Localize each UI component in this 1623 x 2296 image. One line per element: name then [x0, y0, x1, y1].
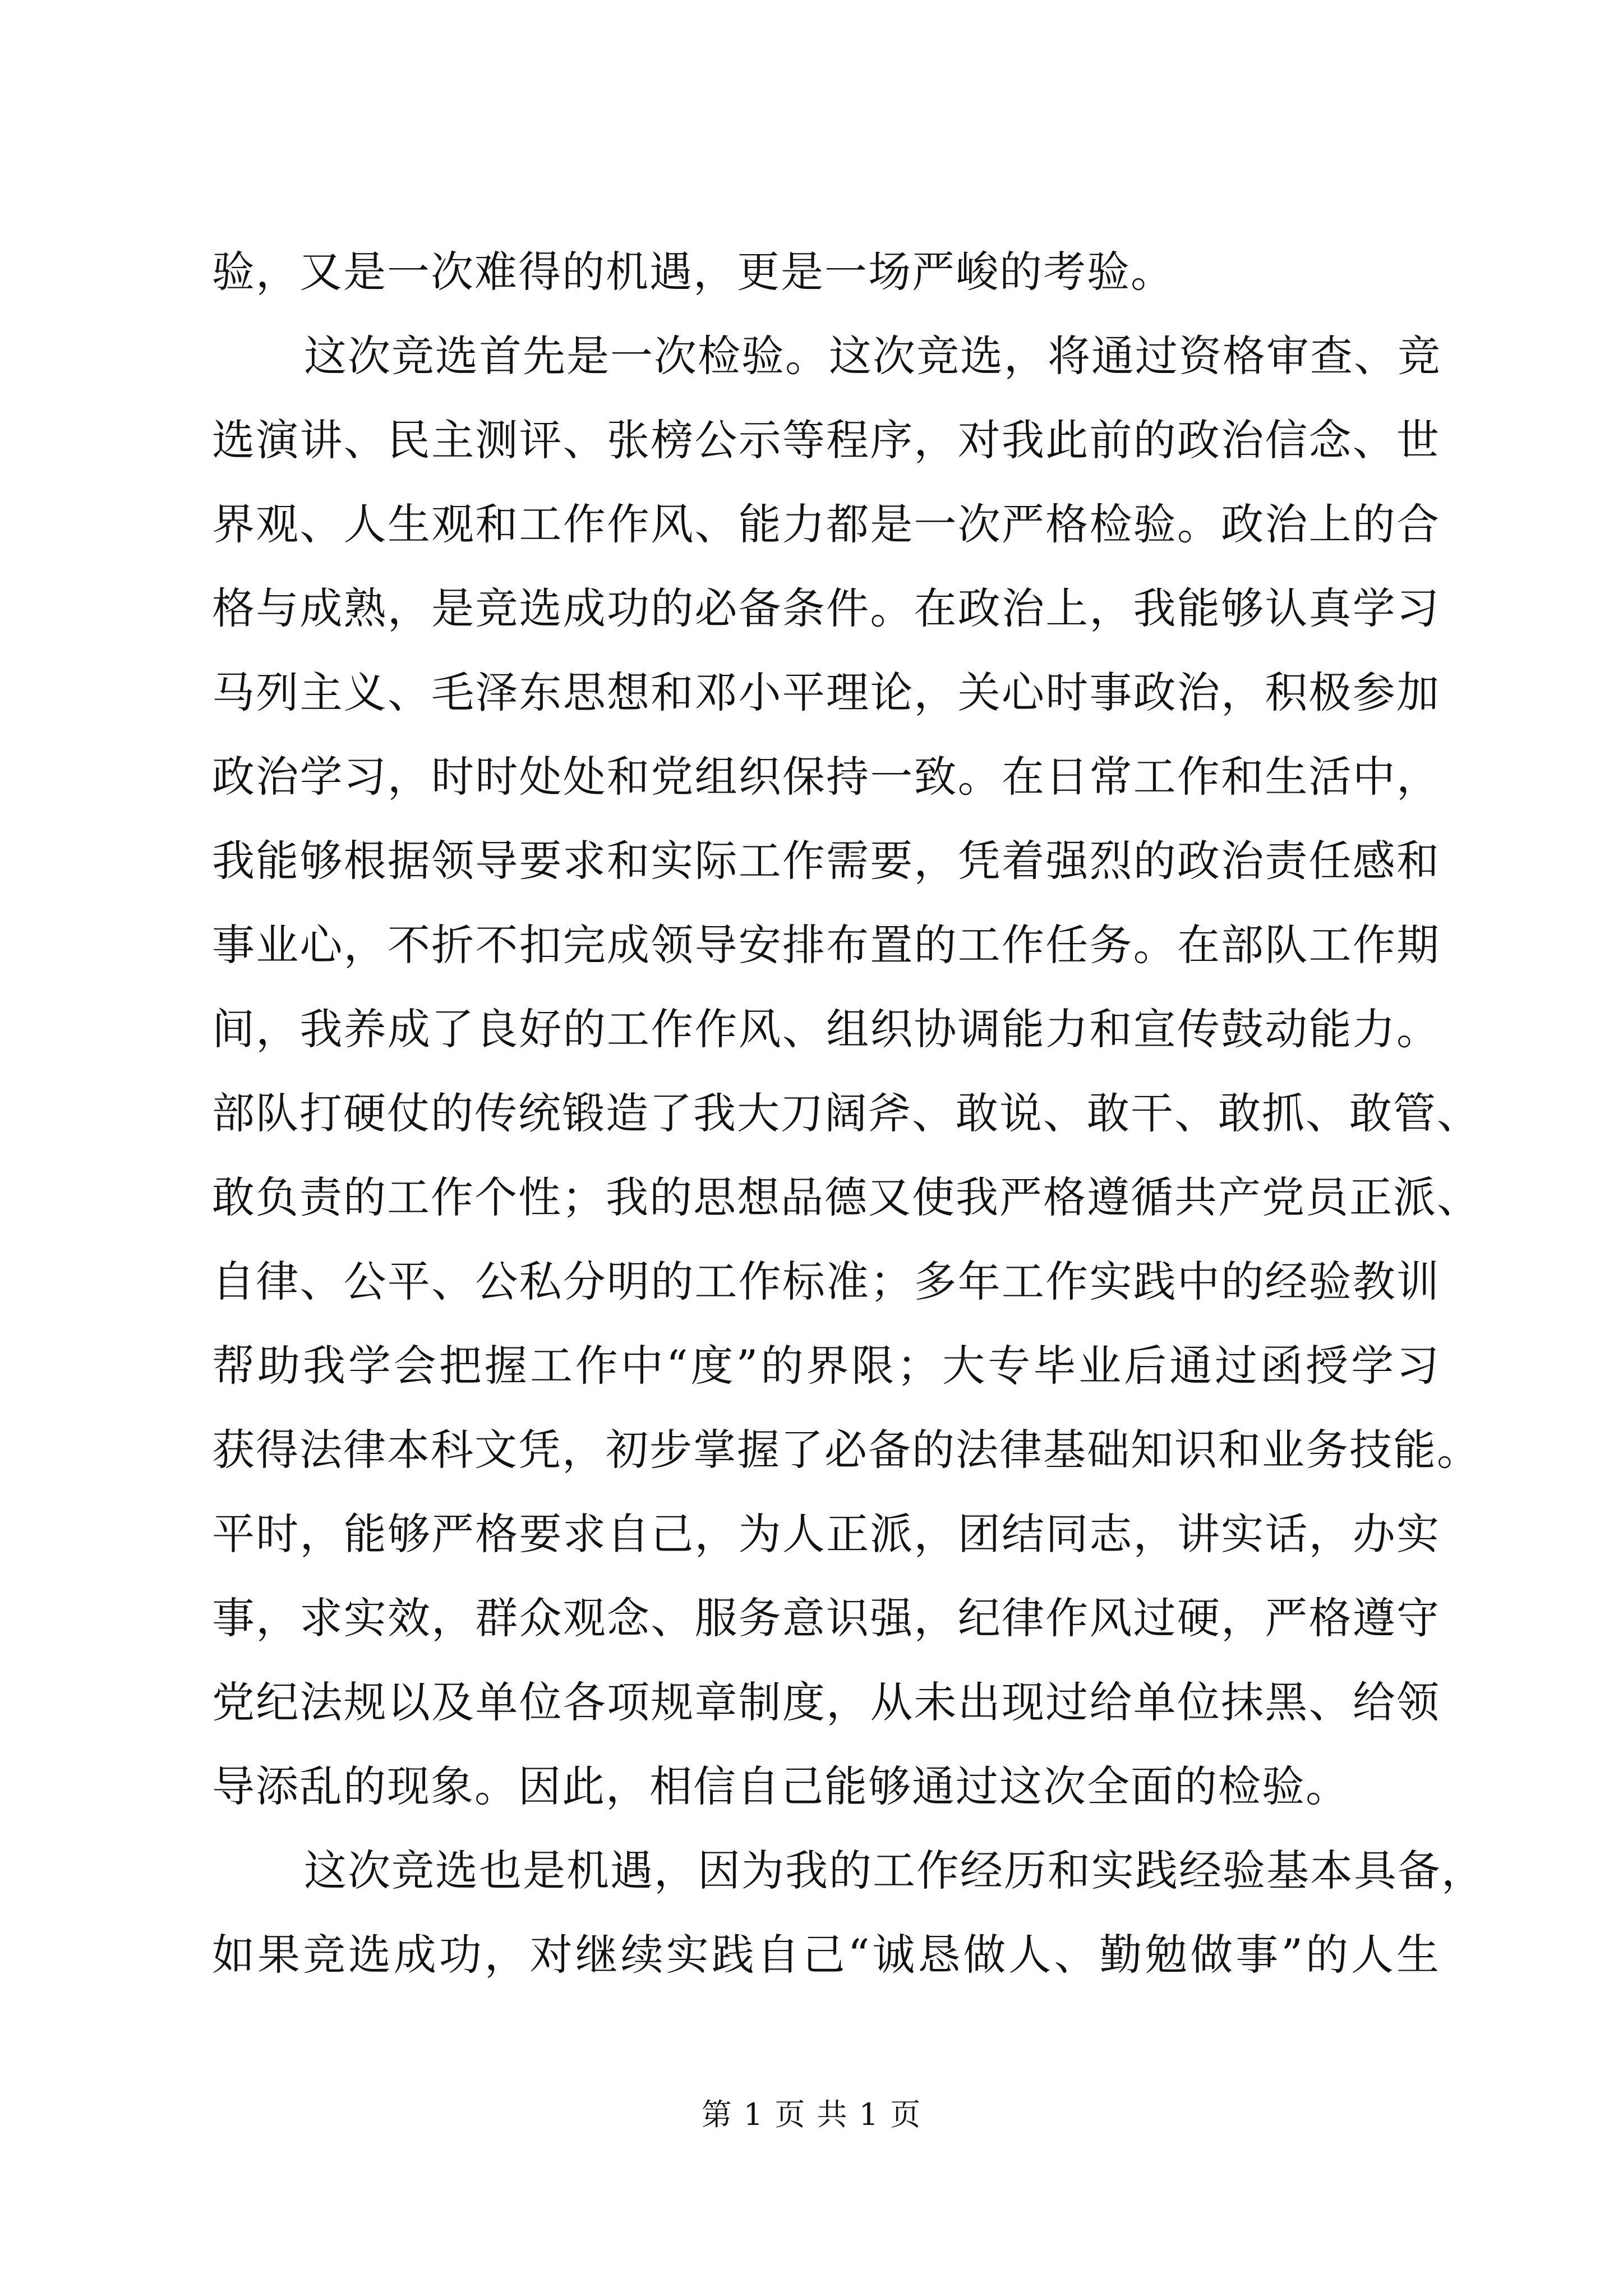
text-line: 如果竞选成功，对继续实践自己“诚恳做人、勤勉做事”的人生	[212, 1930, 1440, 1980]
text-line: 这次竞选首先是一次检验。这次竞选，将通过资格审查、竞	[304, 331, 1441, 381]
text-line: 部队打硬仗的传统锻造了我大刀阔斧、敢说、敢干、敢抓、敢管、	[212, 1088, 1481, 1138]
text-line: 导添乱的现象。因此，相信自己能够通过这次全面的检验。	[212, 1761, 1349, 1811]
document-body	[212, 230, 1485, 1997]
text-line: 自律、公平、公私分明的工作标准；多年工作实践中的经验教训	[212, 1257, 1440, 1306]
text-line: 界观、人生观和工作作风、能力都是一次严格检验。政治上的合	[212, 499, 1440, 549]
text-line: 选演讲、民主测评、张榜公示等程序，对我此前的政治信念、世	[212, 415, 1440, 465]
text-line: 这次竞选也是机遇，因为我的工作经历和实践经验基本具备，	[304, 1846, 1485, 1895]
text-line: 政治学习，时时处处和党组织保持一致。在日常工作和生活中，	[212, 752, 1440, 802]
text-line: 党纪法规以及单位各项规章制度，从未出现过给单位抹黑、给领	[212, 1677, 1440, 1727]
page-number-footer: 第 1 页 共 1 页	[701, 2097, 922, 2132]
text-line: 格与成熟，是竞选成功的必备条件。在政治上，我能够认真学习	[212, 583, 1440, 633]
text-line: 帮助我学会把握工作中“度”的界限；大专毕业后通过函授学习	[212, 1341, 1440, 1391]
text-line: 敢负责的工作个性；我的思想品德又使我严格遵循共产党员正派、	[212, 1172, 1481, 1222]
text-line: 事业心，不折不扣完成领导安排布置的工作任务。在部队工作期	[212, 920, 1440, 970]
text-line: 验，又是一次难得的机遇，更是一场严峻的考验。	[212, 247, 1174, 297]
text-line: 平时，能够严格要求自己，为人正派，团结同志，讲实话，办实	[212, 1509, 1440, 1559]
text-line: 事，求实效，群众观念、服务意识强，纪律作风过硬，严格遵守	[212, 1593, 1440, 1643]
text-line: 间，我养成了良好的工作作风、组织协调能力和宣传鼓动能力。	[212, 1004, 1440, 1054]
text-line: 获得法律本科文凭，初步掌握了必备的法律基础知识和业务技能。	[212, 1425, 1481, 1475]
text-line: 我能够根据领导要求和实际工作需要，凭着强烈的政治责任感和	[212, 836, 1440, 886]
text-line: 马列主义、毛泽东思想和邓小平理论，关心时事政治，积极参加	[212, 668, 1440, 717]
